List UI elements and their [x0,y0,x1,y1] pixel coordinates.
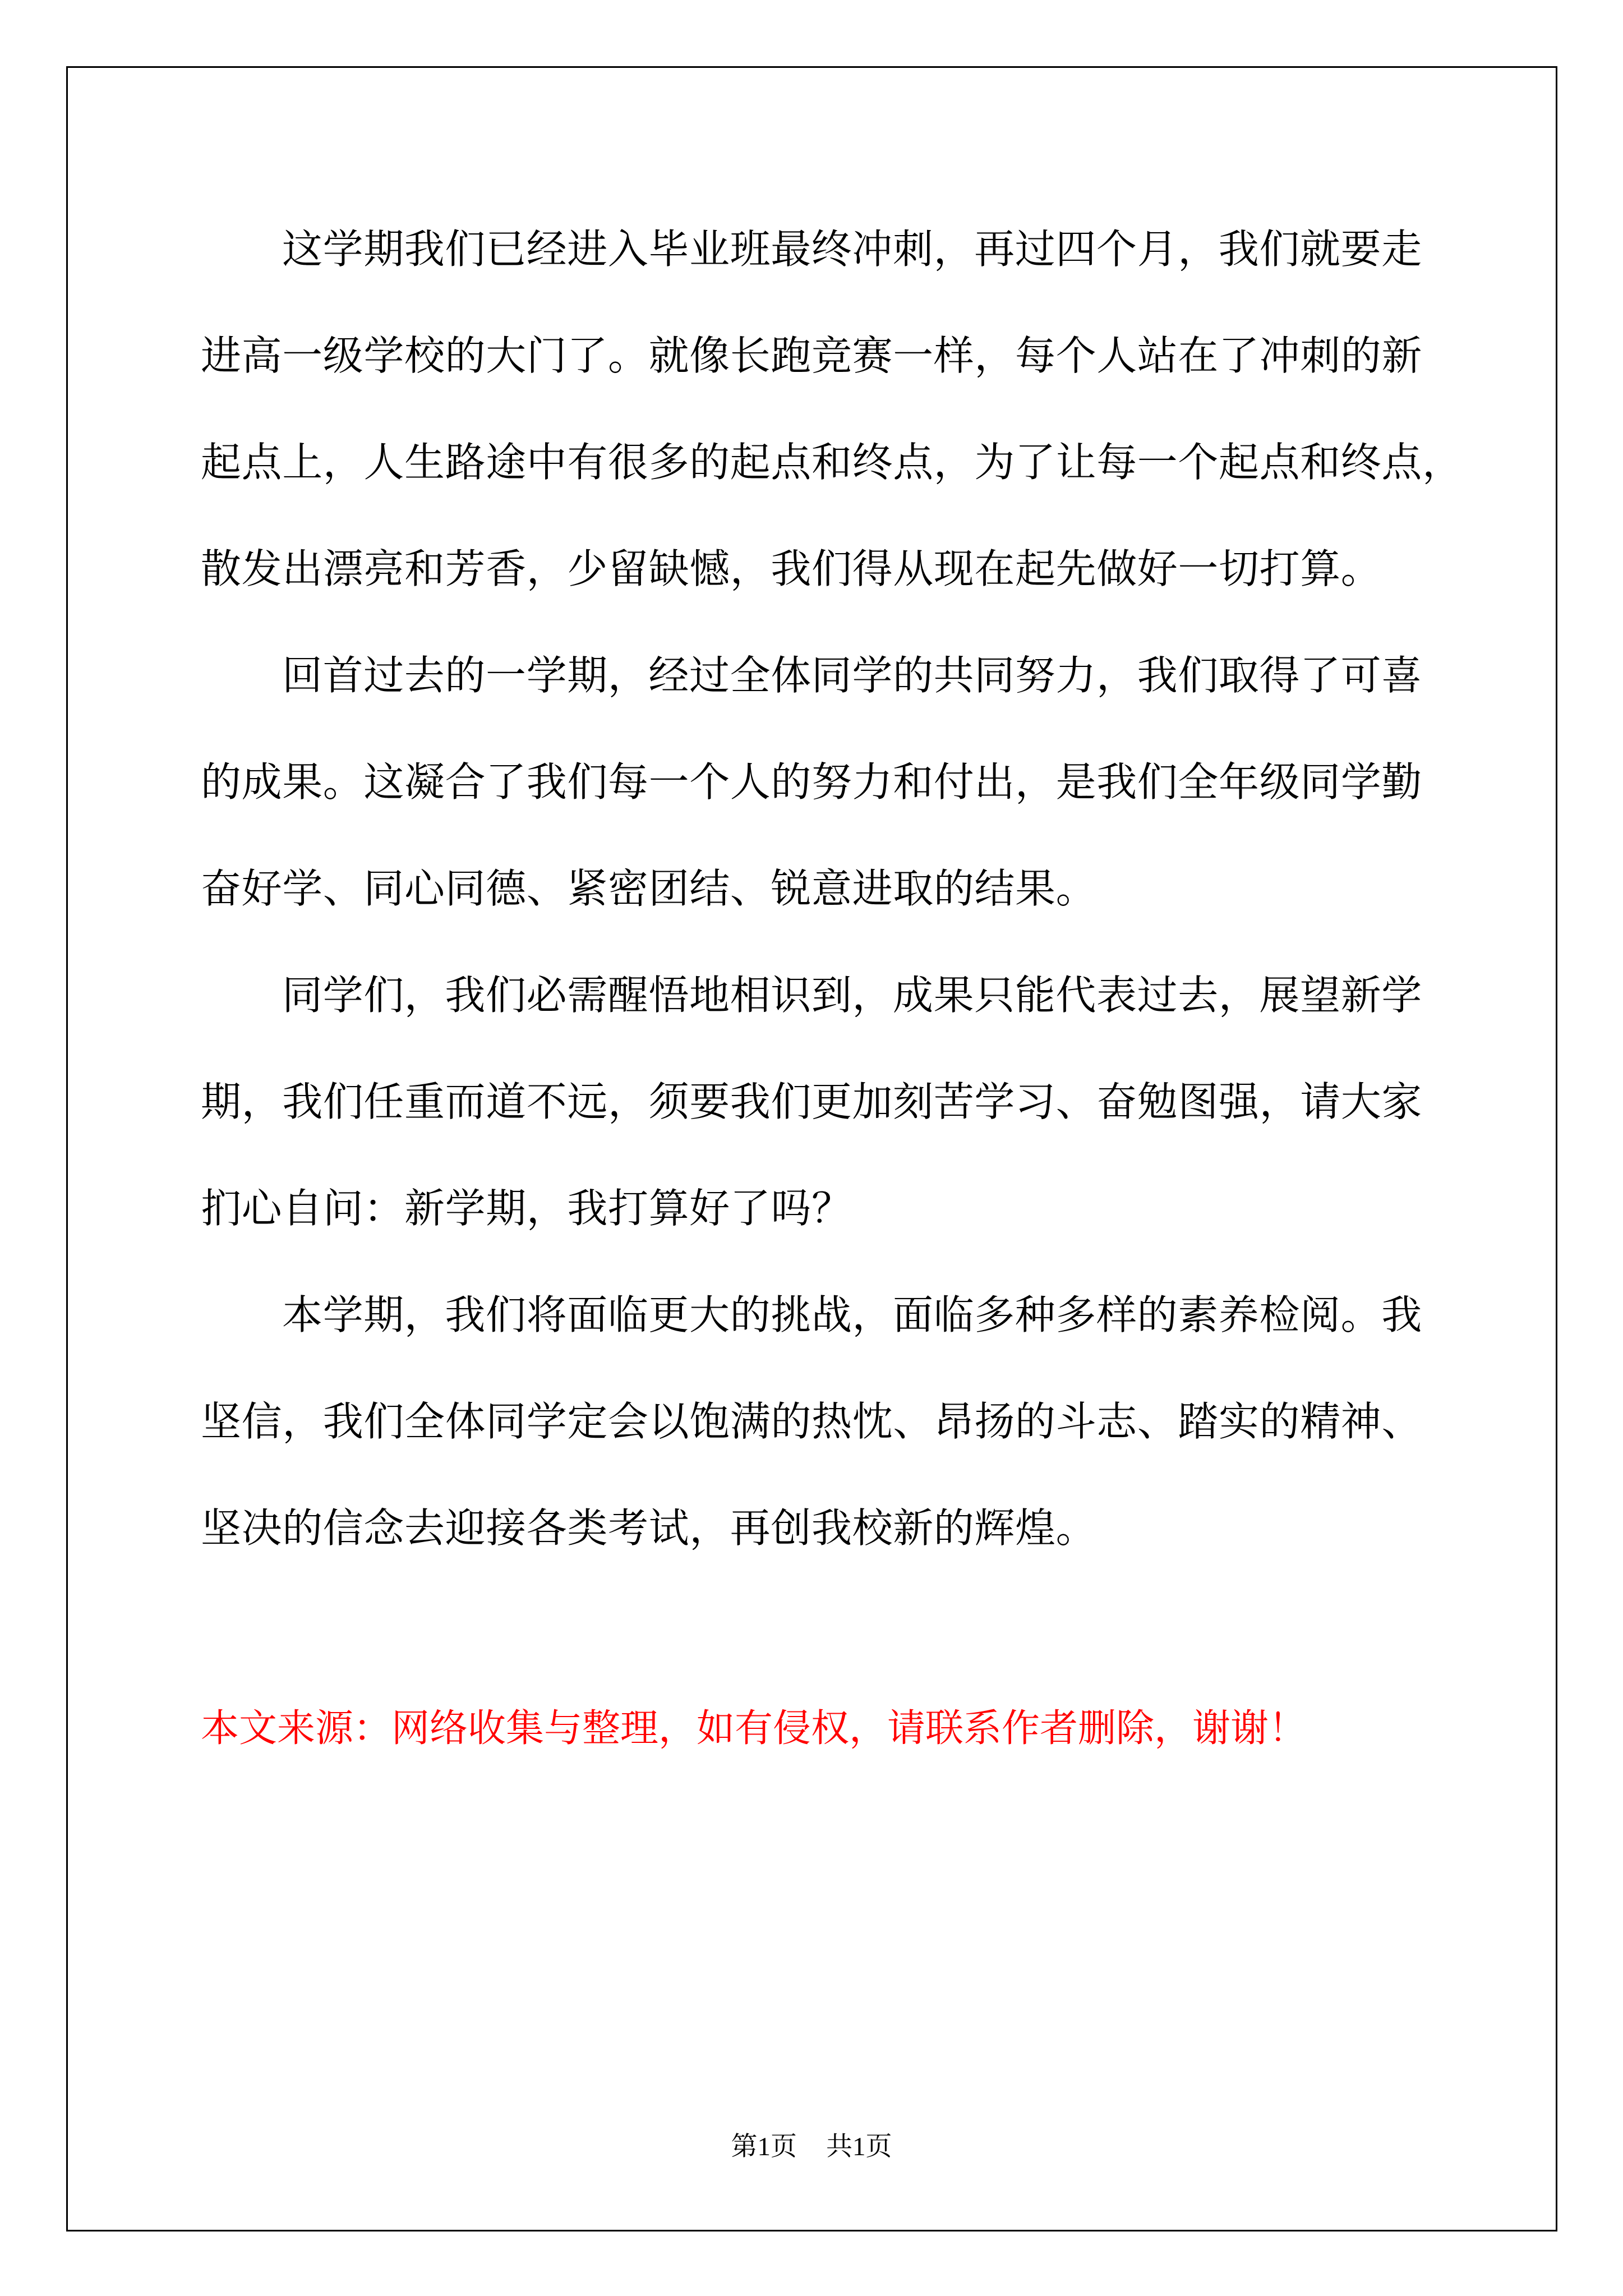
paragraph [201,196,1536,622]
paragraph-line: 起点上，人生路途中有很多的起点和终点，为了让每一个起点和终点， [201,439,1463,486]
paragraph [201,1262,1536,1581]
page-footer [0,2119,1623,2175]
paragraph-line: 奋好学、同心同德、紧密团结、锐意进取的结果。 [201,865,1097,912]
paragraph-line: 本学期，我们将面临更大的挑战，面临多种多样的素养检阅。我 [282,1291,1422,1338]
document-body [201,196,1536,1581]
paragraph-line: 坚信，我们全体同学定会以饱满的热忱、昂扬的斗志、踏实的精神、 [201,1398,1423,1445]
source-note: 本文来源：网络收集与整理，如有侵权，请联系作者删除，谢谢！ [201,1706,1307,1751]
page-number-total: 共1页 [826,2132,892,2161]
paragraph-line: 进高一级学校的大门了。就像长跑竞赛一样，每个人站在了冲刺的新 [201,332,1423,379]
paragraph-line: 同学们，我们必需醒悟地相识到，成果只能代表过去，展望新学 [282,972,1422,1019]
paragraph-line: 的成果。这凝合了我们每一个人的努力和付出，是我们全年级同学勤 [201,758,1423,806]
page-number-current: 第1页 [731,2132,797,2161]
paragraph-line: 回首过去的一学期，经过全体同学的共同努力，我们取得了可喜 [282,652,1422,699]
paragraph-line: 这学期我们已经进入毕业班最终冲刺，再过四个月，我们就要走 [282,226,1422,273]
paragraph [201,942,1536,1262]
paragraph-line: 期，我们任重而道不远，须要我们更加刻苦学习、奋勉图强，请大家 [201,1078,1423,1125]
paragraph-line: 扪心自问：新学期，我打算好了吗？ [201,1185,852,1232]
paragraph-line: 坚决的信念去迎接各类考试，再创我校新的辉煌。 [201,1504,1097,1552]
paragraph [201,622,1536,942]
paragraph-line: 散发出漂亮和芳香，少留缺憾，我们得从现在起先做好一切打算。 [201,545,1382,592]
